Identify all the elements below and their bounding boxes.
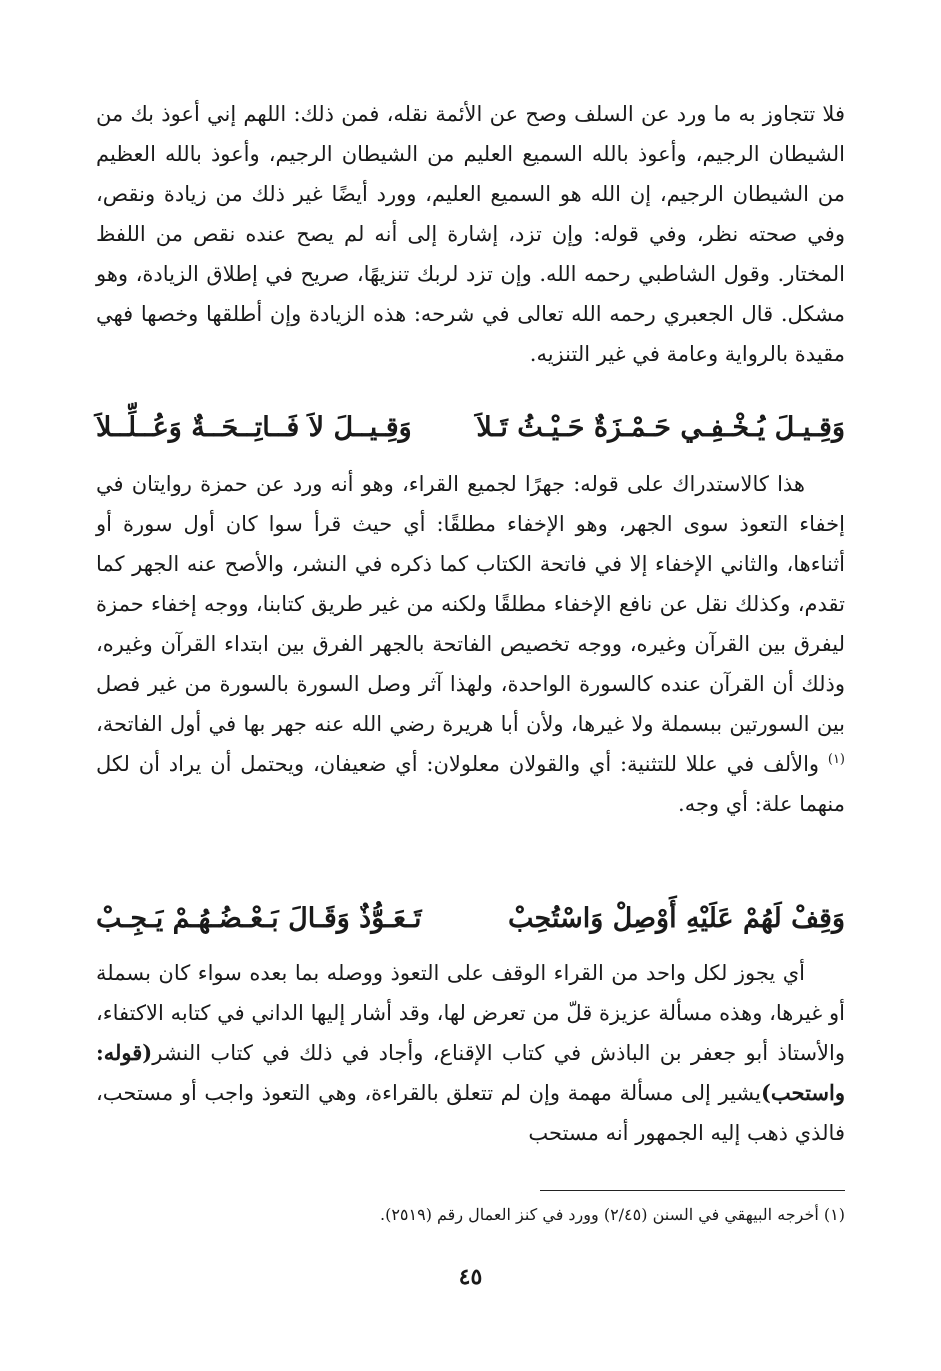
text-block-2 [96, 464, 845, 824]
footnote: (١) أخرجه البيهقي في السنن (٢/٤٥) وورد في كنز العمال رقم (٢٥١٩). [379, 1205, 845, 1224]
paragraph-text: يشير إلى مسألة مهمة وإن لم تتعلق بالقراءة، وهي التعوذ واجب أو مستحب، فالذي ذهب إليه الجمهور أنه مستحب [96, 1081, 845, 1145]
verse-second-hemistich: تَـعَـوُّذٌ وَقَـالَ بَـعْـضُـهُـمْ يَـجِـبْ [96, 902, 422, 934]
page-number: ٤٥ [458, 1264, 483, 1290]
paragraph-text: هذا كالاستدراك على قوله: جهرًا لجميع القراء، وهو أنه ورد عن حمزة روايتان في إخفاء التعوذ سوى الجهر، وهو الإخفاء مطلقًا: أي حيث قرأ سوا كان أول سورة أو أثناءها، والثاني الإخفاء إلا في فاتحة الكتاب كما ذكره في النشر، والأصح عنه الجهر كما تقدم، وكذلك نقل عن نافع الإخفاء مطلقًا ولكنه من غير طريق كتابنا، ووجه إخفاء حمزة ليفرق بين القرآن وغيره، ووجه تخصيص الفاتحة بالجهر الفرق بين ابتداء القرآن وغيره، وذلك أن القرآن عنده كالسورة الواحدة، ولهذا آثر وصل السورة بالسورة من غير فصل بين السورتين ببسملة ولا غيرها، ولأن أبا هريرة رضي الله عنه جهر بها في أول الفاتحة، [96, 472, 845, 736]
paragraph: فلا تتجاوز به ما ورد عن السلف وصح عن الأئمة نقله، فمن ذلك: اللهم إني أعوذ بك من الشيطان الرجيم، وأعوذ بالله السميع العليم من الشيطان الرجيم، وأعوذ بالله العظيم من الشيطان الرجيم، إن الله هو السميع العليم، وورد أيضًا غير ذلك من زيادة ونقص، وفي صحته نظر، وفي قوله: وإن تزد، إشارة إلى أنه لم يصح عنده نقص من اللفظ المختار. وقول الشاطبي رحمه الله. وإن تزد لربك تنزيهًا، صريح في إطلاق الزيادة، وهو مشكل. قال الجعبري رحمه الله تعالى في شرحه: هذه الزيادة وإن أطلقها وخصها فهي مقيدة بالرواية وعامة في غير التنزيه. [96, 102, 845, 366]
paragraph-text: والألف في عللا للتثنية: أي والقولان معلولان: أي ضعيفان، ويحتمل أن يراد أن لكل منهما علة: أي وجه. [96, 752, 845, 816]
text-block-3 [96, 953, 845, 1153]
paragraph [96, 464, 845, 824]
verse-second-hemistich: وَقِـيــلَ لاَ فَــاتِــحَــةٌ وَعُــلِّــلاَ [96, 411, 412, 443]
paragraph [96, 953, 845, 1153]
verse-line-1 [96, 402, 845, 452]
paragraph-text: أي يجوز لكل واحد من القراء الوقف على التعوذ ووصله بما بعده سواء كان بسملة أو غيرها، وهذه مسألة عزيزة قلّ من تعرض لها، وقد أشار إليها الداني في كتابه الاكتفاء، والأستاذ أبو جعفر بن الباذش في كتاب الإقناع، وأجاد في ذلك في كتاب النشر [96, 961, 845, 1065]
footnote-divider [540, 1190, 845, 1191]
footnote-reference: (١) [827, 752, 845, 767]
verse-line-2 [96, 893, 845, 943]
text-block-1 [96, 94, 845, 374]
bold-quote: (قوله: واستحب) [96, 1040, 845, 1105]
verse-first-hemistich: وَقِـيـلَ يُـخْـفِـي حَـمْـزَةٌ حَـيْـثُ تَـلاَ [476, 411, 845, 443]
verse-first-hemistich: وَقِفْ لَهُمْ عَلَيْهِ أَوْصِلْ وَاسْتُحِبْ [508, 902, 845, 934]
